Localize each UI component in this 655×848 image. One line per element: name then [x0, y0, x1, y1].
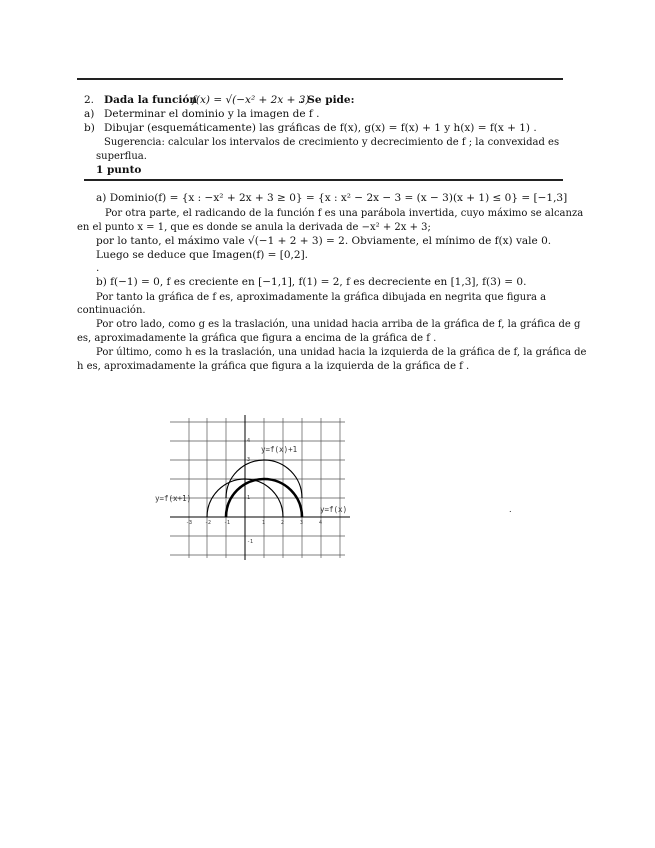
- y-tick-label: 3: [247, 457, 251, 463]
- y-tick-label: 1: [247, 495, 251, 501]
- solution-line-8: Por tanto la gráfica de f es, aproximadamente la gráfica dibujada en negrita que figura a: [96, 292, 547, 303]
- y-tick-label: 4: [247, 438, 251, 444]
- solution-line-12: Por último, como h es la traslación, una unidad hacia la izquierda de la gráfica de f, la gráfica de: [96, 347, 587, 358]
- solution-line-2: Por otra parte, el radicando de la función f es una parábola invertida, cuyo máximo se alcanza: [105, 208, 584, 219]
- stray-dot: .: [509, 505, 512, 514]
- solution-line-3: en el punto x = 1, que es donde se anula la derivada de −x² + 2x + 3;: [77, 222, 431, 233]
- solution-line-11: es, aproximadamente la gráfica que figura a encima de la gráfica de f .: [77, 333, 437, 344]
- x-tick-label: 2: [281, 520, 285, 526]
- hint-line-1: Sugerencia: calcular los intervalos de crecimiento y decrecimiento de f ; la convexidad es: [104, 137, 560, 148]
- label-h: y=f(x+1): [155, 494, 192, 503]
- function-expression: f(x) = √(−x² + 2x + 3): [192, 94, 310, 106]
- item-a-text: Determinar el dominio y la imagen de f .: [104, 108, 320, 120]
- points-label: 1 punto: [96, 164, 142, 176]
- solution-line-9: continuación.: [77, 305, 146, 316]
- solution-line-1: a) Dominio(f) = {x : −x² + 2x + 3 ≥ 0} = {x : x² − 2x − 3 = (x − 3)(x + 1) ≤ 0} = [−1,3]: [96, 192, 568, 204]
- y-tick-label: -1: [247, 539, 254, 545]
- solution-line-6: .: [96, 262, 100, 274]
- top-rule: [77, 78, 563, 80]
- problem-intro: Dada la función: [104, 94, 197, 106]
- label-g: y=f(x)+1: [261, 445, 298, 454]
- grid: [170, 418, 348, 558]
- x-tick-label: -2: [205, 520, 212, 526]
- x-tick-label: -3: [186, 520, 193, 526]
- x-tick-label: 4: [319, 520, 323, 526]
- item-a-label: a): [84, 108, 95, 120]
- x-tick-label: -1: [224, 520, 231, 526]
- x-tick-label: 3: [300, 520, 304, 526]
- solution-line-13: h es, aproximadamente la gráfica que figura a la izquierda de la gráfica de f .: [77, 361, 470, 372]
- solution-line-5: Luego se deduce que Imagen(f) = [0,2].: [96, 249, 308, 261]
- label-f: y=f(x): [320, 505, 348, 514]
- problem-number: 2.: [84, 94, 95, 106]
- solution-line-10: Por otro lado, como g es la traslación, una unidad hacia arriba de la gráfica de f, la gráfica de g: [96, 319, 581, 330]
- solution-line-7: b) f(−1) = 0, f es creciente en [−1,1], f(1) = 2, f es decreciente en [1,3], f(3) = 0.: [96, 276, 527, 288]
- solution-line-4: por lo tanto, el máximo vale √(−1 + 2 + 3) = 2. Obviamente, el mínimo de f(x) vale 0.: [96, 235, 552, 247]
- graph-figure: [150, 410, 370, 565]
- x-tick-label: 1: [262, 520, 266, 526]
- item-b-text: Dibujar (esquemáticamente) las gráficas de f(x), g(x) = f(x) + 1 y h(x) = f(x + 1) .: [104, 122, 537, 134]
- section-rule: [84, 179, 563, 181]
- hint-line-2: superflua.: [96, 151, 147, 162]
- se-pide: . Se pide:: [300, 94, 355, 106]
- item-b-label: b): [84, 122, 95, 134]
